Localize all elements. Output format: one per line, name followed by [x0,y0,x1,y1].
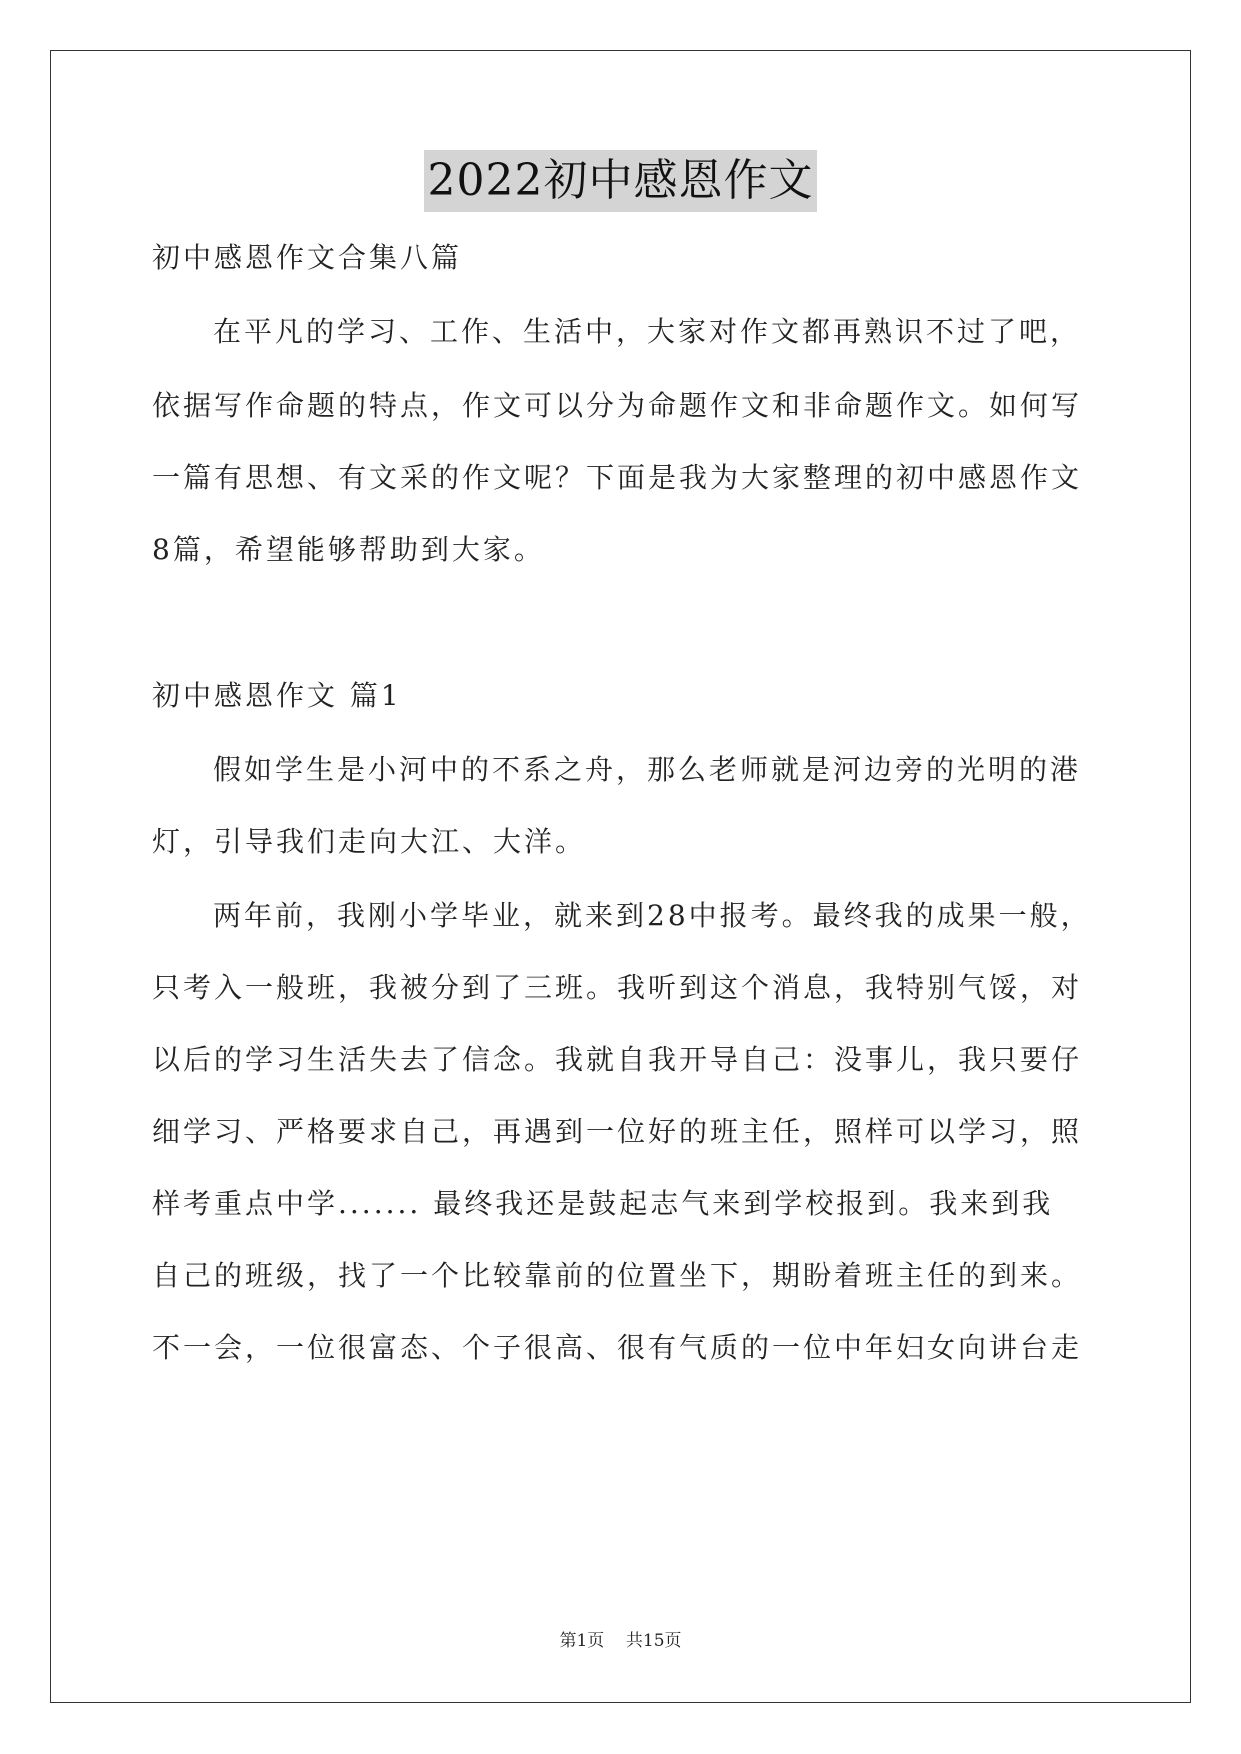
page-footer [0,1626,1241,1651]
paragraph-line: 只考入一般班，我被分到了三班。我听到这个消息，我特别气馁，对 [152,971,1083,1004]
paragraph-line: 假如学生是小河中的不系之舟，那么老师就是河边旁的光明的港 [213,753,1082,786]
title-container [0,150,1241,212]
collection-heading: 初中感恩作文合集八篇 [152,241,463,274]
paragraph-line: 以后的学习生活失去了信念。我就自我开导自己：没事儿，我只要仔 [152,1043,1083,1076]
paragraph-line: 两年前，我刚小学毕业，就来到28中报考。最终我的成果一般， [213,899,1092,932]
paragraph-line: 灯，引导我们走向大江、大洋。 [152,825,587,858]
page-border [50,50,1191,1703]
paragraph-line: 样考重点中学....... 最终我还是鼓起志气来到学校报到。我来到我 [152,1187,1054,1220]
paragraph-line: 8篇，希望能够帮助到大家。 [152,533,545,566]
document-title: 2022初中感恩作文 [424,150,818,212]
paragraph-line: 不一会，一位很富态、个子很高、很有气质的一位中年妇女向讲台走 [152,1331,1083,1364]
paragraph-line: 细学习、严格要求自己，再遇到一位好的班主任，照样可以学习，照 [152,1115,1083,1148]
page-number: 第1页 [559,1631,605,1651]
paragraph-line: 依据写作命题的特点，作文可以分为命题作文和非命题作文。如何写 [152,389,1083,422]
paragraph-line: 自己的班级，找了一个比较靠前的位置坐下，期盼着班主任的到来。 [152,1259,1083,1292]
page-total: 共15页 [625,1631,682,1651]
paragraph-line: 一篇有思想、有文采的作文呢？下面是我为大家整理的初中感恩作文 [152,461,1083,494]
paragraph-line: 在平凡的学习、工作、生活中，大家对作文都再熟识不过了吧， [213,315,1082,348]
section-heading: 初中感恩作文 篇1 [152,679,402,712]
